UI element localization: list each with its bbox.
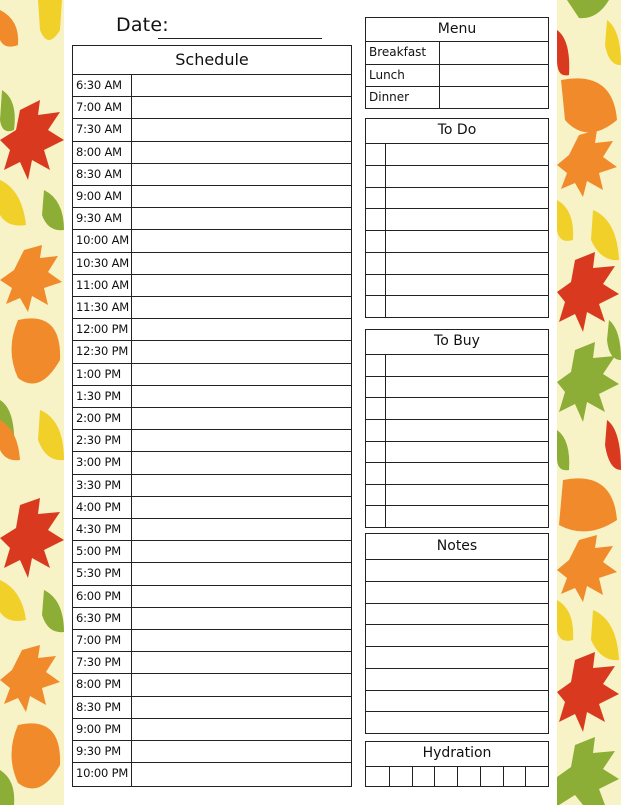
tobuy-item-field[interactable] xyxy=(386,398,548,419)
hydration-cup-checkbox[interactable] xyxy=(435,767,457,786)
notes-line-field[interactable] xyxy=(366,560,548,581)
schedule-time-label: 11:30 AM xyxy=(76,300,129,314)
menu-breakfast-field[interactable] xyxy=(440,42,548,64)
notes-title: Notes xyxy=(436,538,478,554)
tobuy-section xyxy=(365,329,549,528)
schedule-slot-field[interactable] xyxy=(132,319,351,340)
schedule-time-label: 7:00 AM xyxy=(76,100,122,115)
todo-item-field[interactable] xyxy=(386,231,548,252)
hydration-title: Hydration xyxy=(422,745,492,761)
todo-item-field[interactable] xyxy=(386,296,548,317)
tobuy-item-field[interactable] xyxy=(386,506,548,527)
schedule-time-label: 12:30 PM xyxy=(76,344,129,359)
todo-title: To Do xyxy=(437,122,477,138)
schedule-slot-field[interactable] xyxy=(132,697,351,718)
schedule-slot-field[interactable] xyxy=(132,341,351,362)
schedule-section xyxy=(72,45,352,787)
schedule-slot-field[interactable] xyxy=(132,586,351,607)
tobuy-checkbox[interactable] xyxy=(366,398,385,419)
tobuy-checkbox[interactable] xyxy=(366,442,385,463)
schedule-time-label: 1:30 PM xyxy=(76,388,121,403)
schedule-slot-field[interactable] xyxy=(132,97,351,118)
menu-section xyxy=(365,17,549,109)
schedule-time-label: 9:00 AM xyxy=(76,189,122,203)
schedule-time-label: 7:30 PM xyxy=(76,655,121,670)
schedule-time-label: 5:30 PM xyxy=(76,566,121,581)
todo-item-field[interactable] xyxy=(386,166,548,187)
schedule-slot-field[interactable] xyxy=(132,630,351,651)
schedule-time-label: 9:00 PM xyxy=(76,721,121,736)
notes-line-field[interactable] xyxy=(366,669,548,690)
schedule-slot-field[interactable] xyxy=(132,297,351,318)
schedule-time-label: 9:30 AM xyxy=(76,211,122,226)
notes-line-field[interactable] xyxy=(366,604,548,625)
schedule-slot-field[interactable] xyxy=(132,763,351,784)
schedule-time-label: 7:00 PM xyxy=(76,633,121,647)
notes-line-field[interactable] xyxy=(366,691,548,712)
menu-dinner-label: Dinner xyxy=(369,90,410,104)
schedule-slot-field[interactable] xyxy=(132,452,351,473)
todo-checkbox[interactable] xyxy=(366,188,385,209)
tobuy-checkbox[interactable] xyxy=(366,420,385,441)
tobuy-item-field[interactable] xyxy=(386,355,548,376)
todo-item-field[interactable] xyxy=(386,275,548,296)
schedule-time-label: 4:00 PM xyxy=(76,499,121,514)
menu-lunch-field[interactable] xyxy=(440,65,548,86)
leaf-icon xyxy=(557,0,621,805)
schedule-slot-field[interactable] xyxy=(132,674,351,695)
schedule-time-label: 5:00 PM xyxy=(76,544,121,559)
schedule-time-label: 1:00 PM xyxy=(76,366,121,381)
notes-line-field[interactable] xyxy=(366,647,548,668)
tobuy-item-field[interactable] xyxy=(386,463,548,484)
hydration-cup-checkbox[interactable] xyxy=(413,767,435,786)
todo-section xyxy=(365,118,549,318)
menu-lunch-label: Lunch xyxy=(369,68,405,82)
tobuy-item-field[interactable] xyxy=(386,485,548,506)
tobuy-checkbox[interactable] xyxy=(366,506,385,527)
schedule-time-label: 12:00 PM xyxy=(76,322,129,337)
tobuy-checkbox[interactable] xyxy=(366,355,385,376)
schedule-time-label: 8:00 AM xyxy=(76,144,122,159)
schedule-time-label: 8:00 PM xyxy=(76,677,121,692)
todo-item-field[interactable] xyxy=(386,253,548,274)
todo-item-field[interactable] xyxy=(386,209,548,230)
todo-checkbox[interactable] xyxy=(366,209,385,230)
todo-checkbox[interactable] xyxy=(366,231,385,252)
schedule-slot-field[interactable] xyxy=(132,75,351,96)
schedule-time-label: 11:00 AM xyxy=(76,277,129,292)
schedule-time-label: 6:30 PM xyxy=(76,610,121,625)
schedule-slot-field[interactable] xyxy=(132,186,351,207)
schedule-slot-field[interactable] xyxy=(132,142,351,163)
schedule-slot-field[interactable] xyxy=(132,563,351,584)
schedule-time-label: 6:00 PM xyxy=(76,588,121,603)
hydration-cup-checkbox[interactable] xyxy=(458,767,480,786)
schedule-time-label: 3:00 PM xyxy=(76,455,121,470)
tobuy-item-field[interactable] xyxy=(386,442,548,463)
left-leaf-border xyxy=(0,0,64,805)
tobuy-checkbox[interactable] xyxy=(366,485,385,506)
tobuy-checkbox[interactable] xyxy=(366,377,385,398)
schedule-slot-field[interactable] xyxy=(132,408,351,429)
schedule-time-label: 8:30 AM xyxy=(76,166,122,181)
schedule-time-label: 8:30 PM xyxy=(76,699,121,714)
schedule-slot-field[interactable] xyxy=(132,519,351,540)
schedule-slot-field[interactable] xyxy=(132,719,351,740)
schedule-time-label: 7:30 AM xyxy=(76,122,122,137)
schedule-time-label: 10:00 AM xyxy=(76,233,129,248)
todo-checkbox[interactable] xyxy=(366,166,385,187)
hydration-cup-checkbox[interactable] xyxy=(481,767,503,786)
right-leaf-border xyxy=(557,0,621,805)
notes-line-field[interactable] xyxy=(366,712,548,733)
todo-checkbox[interactable] xyxy=(366,296,385,317)
schedule-time-label: 9:30 PM xyxy=(76,744,121,758)
menu-dinner-field[interactable] xyxy=(440,87,548,108)
tobuy-item-field[interactable] xyxy=(386,420,548,441)
date-label: Date: xyxy=(116,14,169,36)
todo-checkbox[interactable] xyxy=(366,144,385,165)
schedule-slot-field[interactable] xyxy=(132,275,351,296)
schedule-slot-field[interactable] xyxy=(132,364,351,385)
todo-checkbox[interactable] xyxy=(366,275,385,296)
schedule-time-label: 3:30 PM xyxy=(76,477,121,492)
leaf-pattern-left xyxy=(0,0,64,805)
hydration-cup-checkbox[interactable] xyxy=(504,767,526,786)
tobuy-title: To Buy xyxy=(434,333,480,349)
todo-item-field[interactable] xyxy=(386,188,548,209)
notes-line-field[interactable] xyxy=(366,582,548,603)
schedule-time-label: 10:00 PM xyxy=(76,766,129,781)
hydration-section xyxy=(365,741,549,787)
schedule-time-label: 4:30 PM xyxy=(76,522,121,536)
leaf-pattern-right xyxy=(557,0,621,805)
tobuy-item-field[interactable] xyxy=(386,377,548,398)
schedule-slot-field[interactable] xyxy=(132,652,351,673)
schedule-slot-field[interactable] xyxy=(132,741,351,762)
schedule-time-label: 2:00 PM xyxy=(76,411,121,425)
menu-title: Menu xyxy=(437,21,477,37)
leaf-icon xyxy=(0,0,64,805)
hydration-cup-checkbox[interactable] xyxy=(526,767,548,786)
notes-line-field[interactable] xyxy=(366,625,548,646)
schedule-slot-field[interactable] xyxy=(132,386,351,407)
schedule-slot-field[interactable] xyxy=(132,208,351,229)
hydration-cup-checkbox[interactable] xyxy=(367,767,389,786)
schedule-slot-field[interactable] xyxy=(132,230,351,251)
date-field[interactable] xyxy=(158,38,322,39)
todo-item-field[interactable] xyxy=(386,144,548,165)
schedule-slot-field[interactable] xyxy=(132,430,351,451)
schedule-time-label: 2:30 PM xyxy=(76,433,121,448)
schedule-time-label: 6:30 AM xyxy=(76,78,122,92)
schedule-slot-field[interactable] xyxy=(132,164,351,185)
schedule-slot-field[interactable] xyxy=(132,475,351,496)
notes-section xyxy=(365,533,549,734)
schedule-slot-field[interactable] xyxy=(132,608,351,629)
todo-checkbox[interactable] xyxy=(366,253,385,274)
schedule-slot-field[interactable] xyxy=(132,253,351,274)
schedule-title: Schedule xyxy=(175,50,249,69)
hydration-cup-checkbox[interactable] xyxy=(390,767,412,786)
tobuy-checkbox[interactable] xyxy=(366,463,385,484)
schedule-slot-field[interactable] xyxy=(132,119,351,140)
schedule-slot-field[interactable] xyxy=(132,497,351,518)
schedule-slot-field[interactable] xyxy=(132,541,351,562)
menu-breakfast-label: Breakfast xyxy=(369,45,427,59)
schedule-time-label: 10:30 AM xyxy=(76,255,129,270)
